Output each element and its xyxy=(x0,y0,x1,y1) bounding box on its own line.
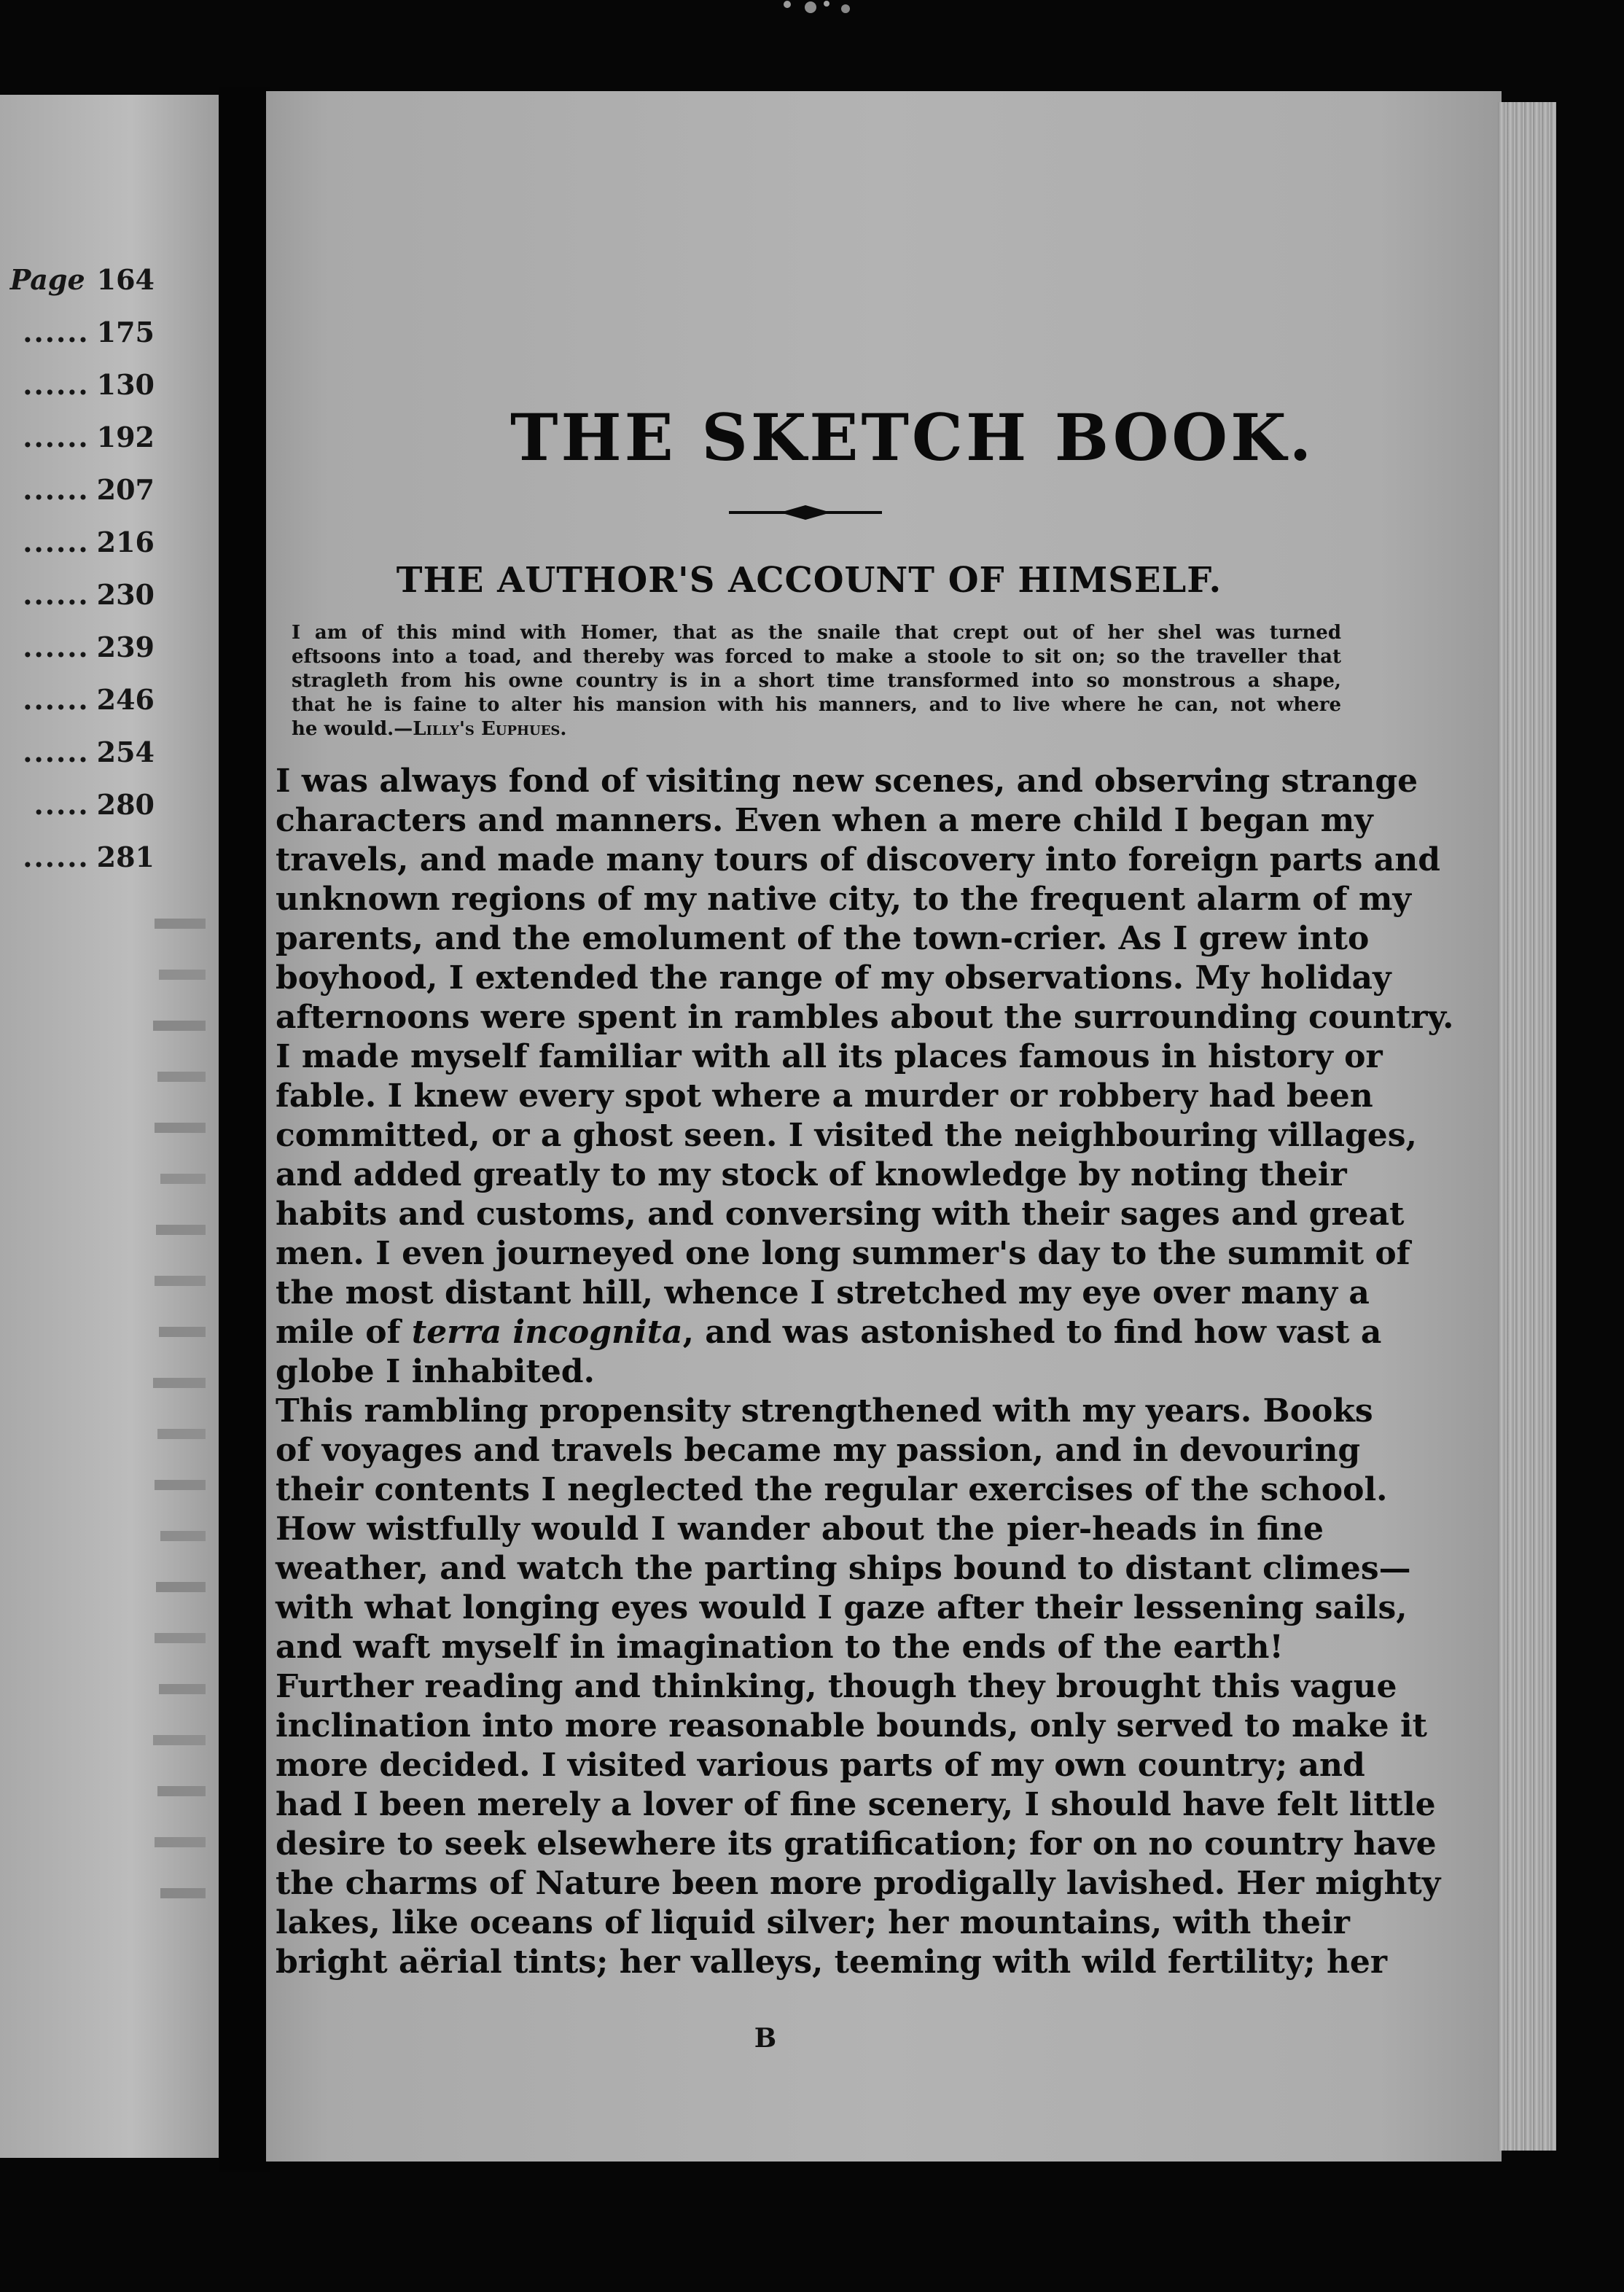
book-gutter xyxy=(219,87,270,2172)
scan-speck-marks xyxy=(773,0,860,22)
text-line: weather, and watch the parting ships bound to distant climes— xyxy=(276,1550,1411,1587)
text-line: committed, or a ghost seen. I visited the neighbouring villages, xyxy=(276,1117,1417,1154)
toc-row xyxy=(0,464,155,515)
toc-page-number: 164 xyxy=(96,262,155,296)
text-line: lakes, like oceans of liquid silver; her mountains, with their xyxy=(276,1904,1350,1941)
text-line: the most distant hill, whence I stretched my eye over many a xyxy=(276,1274,1370,1311)
page-edges xyxy=(1498,102,1556,2151)
text-line: I made myself familiar with all its places famous in history or xyxy=(276,1038,1383,1075)
toc-leader: ...... xyxy=(23,577,90,611)
epigraph-line: I am of this mind with Homer, that as the snaile that crept out of her shel was turned xyxy=(292,622,1341,644)
text-line: unknown regions of my native city, to the frequent alarm of my xyxy=(276,881,1411,918)
toc-page-number: 192 xyxy=(96,420,155,453)
text-line: of voyages and travels became my passion, and in devouring xyxy=(276,1432,1361,1469)
toc-leader: ...... xyxy=(23,735,90,768)
ornament-divider-icon xyxy=(729,503,882,522)
toc-page-number: 254 xyxy=(96,735,155,768)
text-line: inclination into more reasonable bounds, only served to make it xyxy=(276,1707,1428,1745)
text-line: desire to seek elsewhere its gratification; for on no country have xyxy=(276,1825,1437,1863)
epigraph-text: he would.— xyxy=(292,718,413,740)
toc-leader: ...... xyxy=(23,315,90,348)
text-line: I was always fond of visiting new scenes, and observing strange xyxy=(276,763,1418,800)
toc-leader: ...... xyxy=(23,367,90,401)
text-line: characters and manners. Even when a mere child I began my xyxy=(276,802,1373,839)
toc-row xyxy=(0,254,155,305)
bleed-through-marks xyxy=(146,911,219,2005)
text-line: Further reading and thinking, though they brought this vague xyxy=(276,1668,1397,1705)
toc-page-label: Page xyxy=(9,262,85,296)
toc-leader: ..... xyxy=(34,787,90,821)
book-title: THE SKETCH BOOK. xyxy=(510,399,1315,475)
text-line: had I been merely a lover of fine scenery, I should have felt little xyxy=(276,1786,1436,1823)
toc-row xyxy=(0,621,155,672)
text-line: the charms of Nature been more prodigally lavished. Her mighty xyxy=(276,1865,1441,1902)
text-line: bright aërial tints; her valleys, teeming with wild fertility; her xyxy=(276,1944,1388,1981)
text-line: men. I even journeyed one long summer's day to the summit of xyxy=(276,1235,1410,1272)
toc-leader: ...... xyxy=(23,682,90,716)
toc-row xyxy=(0,306,155,357)
text-line: boyhood, I extended the range of my observations. My holiday xyxy=(276,959,1391,997)
text-line: and added greatly to my stock of knowledge by noting their xyxy=(276,1156,1347,1193)
toc-page-number: 280 xyxy=(96,787,155,821)
text-line: fable. I knew every spot where a murder or robbery had been xyxy=(276,1077,1373,1115)
text-line: parents, and the emolument of the town-crier. As I grew into xyxy=(276,920,1370,957)
text-line: and waft myself in imagination to the ends of the earth! xyxy=(276,1629,1284,1666)
toc-page-number: 246 xyxy=(96,682,155,716)
text-line: This rambling propensity strengthened with my years. Books xyxy=(276,1392,1373,1430)
toc-leader: ...... xyxy=(23,840,90,873)
text-line: more decided. I visited various parts of my own country; and xyxy=(276,1747,1365,1784)
text-line: afternoons were spent in rambles about the surrounding country. xyxy=(276,999,1454,1036)
body-text xyxy=(276,762,1454,1982)
epigraph-line: eftsoons into a toad, and thereby was forced to make a stoole to sit on; so the traveller that xyxy=(292,646,1341,668)
epigraph-line: that he is faine to alter his mansion with his manners, and to live where he can, not where xyxy=(292,694,1341,716)
epigraph-line xyxy=(292,717,1341,741)
signature-mark: B xyxy=(754,2023,777,2054)
text-line xyxy=(276,1313,1382,1352)
epigraph-line: stragleth from his owne country is in a short time transformed into so monstrous a shape, xyxy=(292,670,1341,692)
toc-row xyxy=(0,359,155,410)
toc-leader: ...... xyxy=(23,472,90,506)
italic-phrase: terra incognita xyxy=(411,1314,683,1351)
epigraph xyxy=(292,621,1341,741)
toc-page-number: 175 xyxy=(96,315,155,348)
text-line: habits and customs, and conversing with their sages and great xyxy=(276,1196,1405,1233)
toc-page-number: 207 xyxy=(96,472,155,506)
toc-row xyxy=(0,779,155,830)
toc-page-number: 216 xyxy=(96,525,155,558)
toc-row xyxy=(0,831,155,882)
text-line: How wistfully would I wander about the pier-heads in fine xyxy=(276,1511,1324,1548)
text-line: globe I inhabited. xyxy=(276,1353,595,1390)
toc-row xyxy=(0,411,155,462)
text-line: travels, and made many tours of discovery into foreign parts and xyxy=(276,841,1440,878)
toc-leader: ...... xyxy=(23,420,90,453)
toc-page-number: 230 xyxy=(96,577,155,611)
text-line: with what longing eyes would I gaze after their lessening sails, xyxy=(276,1589,1408,1626)
toc-leader: ...... xyxy=(23,525,90,558)
toc-row xyxy=(0,516,155,567)
toc-page-number: 130 xyxy=(96,367,155,401)
text-line: their contents I neglected the regular exercises of the school. xyxy=(276,1471,1388,1508)
section-title: THE AUTHOR'S ACCOUNT OF HIMSELF. xyxy=(396,560,1222,601)
toc-row xyxy=(0,726,155,777)
toc-page-number: 281 xyxy=(96,840,155,873)
epigraph-source: Lilly's Euphues. xyxy=(413,718,567,740)
toc-row xyxy=(0,674,155,725)
toc-leader: ...... xyxy=(23,630,90,663)
toc-page-number: 239 xyxy=(96,630,155,663)
text-segment: mile of xyxy=(276,1314,412,1351)
toc-row xyxy=(0,569,155,620)
text-segment: , and was astonished to find how vast a xyxy=(682,1314,1382,1351)
